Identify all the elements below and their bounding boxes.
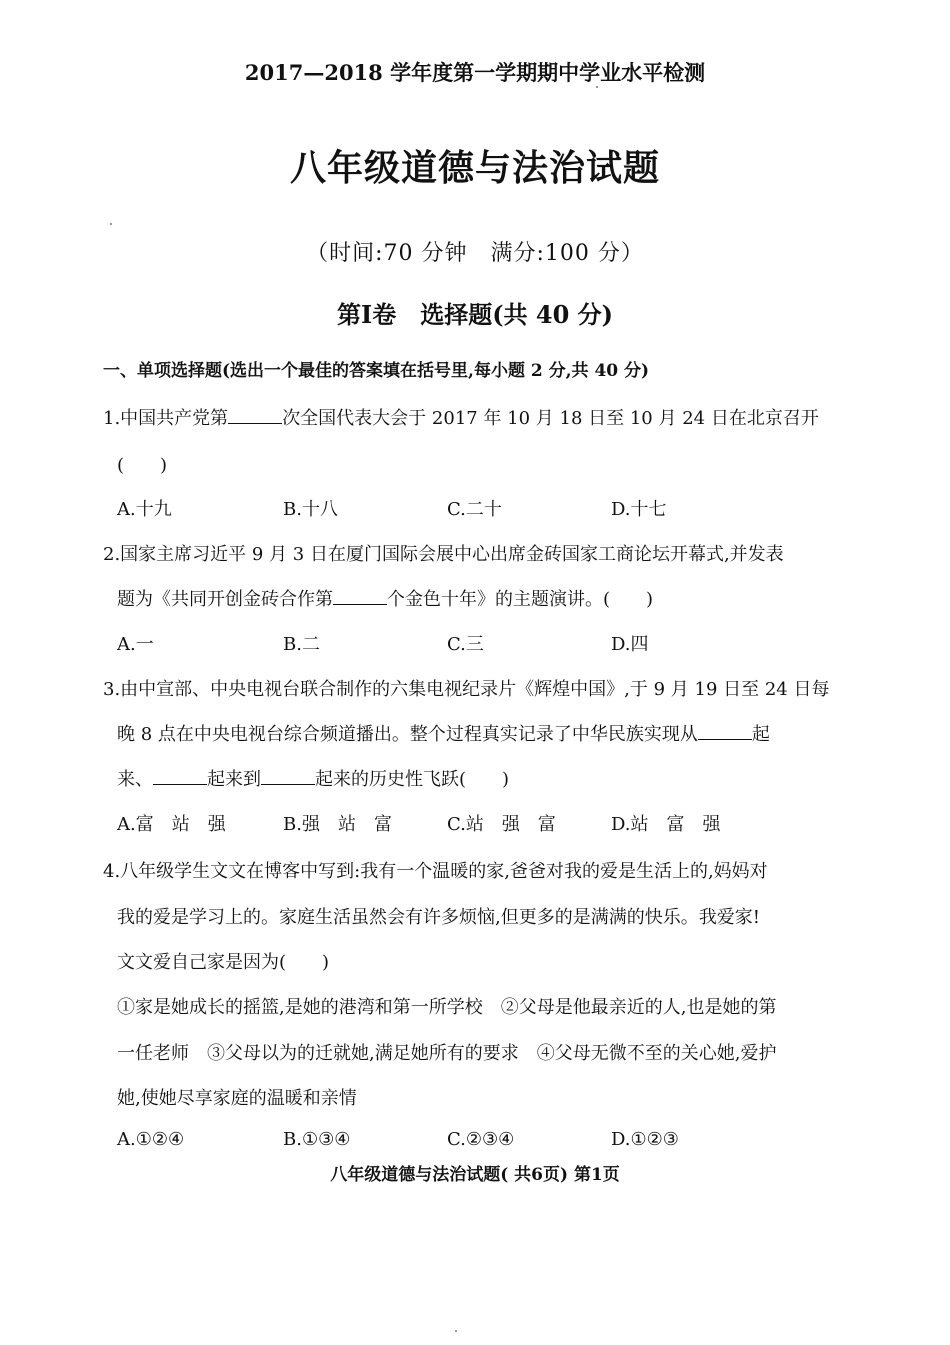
question-2-option-d: D.四	[611, 634, 649, 655]
question-3-option-d: D.站 富 强	[611, 814, 721, 835]
question-3-option-c: C.站 强 富	[447, 814, 556, 835]
answer-blank	[261, 766, 315, 785]
question-2-line-1: 2.国家主席习近平 9 月 3 日在厦门国际会展中心出席金砖国家工商论坛开幕式,并发表	[103, 544, 784, 565]
question-3-text-e: 起来的历史性飞跃( )	[315, 769, 510, 790]
page-footer: 八年级道德与法治试题( 共6页) 第1页	[330, 1165, 620, 1185]
question-4-line-6: 她,使她尽享家庭的温暖和亲情	[117, 1088, 357, 1109]
question-3-line-3	[117, 765, 509, 791]
section-title: 第Ⅰ卷 选择题(共 40 分)	[336, 300, 614, 329]
exam-subtitle: （时间:70 分钟 满分:100 分）	[306, 241, 644, 266]
question-1-line-1	[103, 404, 819, 430]
question-3-text-a: 晚 8 点在中央电视台综合频道播出。整个过程真实记录了中华民族实现从	[117, 724, 698, 745]
scan-speck	[110, 223, 112, 225]
question-4-option-d: D.①②③	[611, 1129, 679, 1150]
answer-blank	[153, 766, 207, 785]
question-4-line-3: 文文爱自己家是因为( )	[117, 952, 330, 973]
question-4-line-1: 4.八年级学生文文在博客中写到:我有一个温暖的家,爸爸对我的爱是生活上的,妈妈对	[103, 861, 768, 882]
exam-title: 八年级道德与法治试题	[289, 148, 660, 189]
question-1-text-b: 次全国代表大会于 2017 年 10 月 18 日至 10 月 24 日在北京召开	[282, 408, 819, 429]
question-4-line-2: 我的爱是学习上的。家庭生活虽然会有许多烦恼,但更多的是满满的快乐。我爱家!	[117, 907, 760, 928]
question-4-line-5: 一任老师 ③父母以为的迁就她,满足她所有的要求 ④父母无微不至的关心她,爱护	[117, 1043, 777, 1064]
question-2-text-a: 题为《共同开创金砖合作第	[117, 589, 333, 610]
question-4-option-a: A.①②④	[117, 1129, 185, 1150]
question-3-line-1: 3.由中宣部、中央电视台联合制作的六集电视纪录片《辉煌中国》,于 9 月 19 日至 24 日每	[103, 679, 830, 700]
question-2-line-2	[117, 585, 653, 611]
scan-speck	[596, 86, 598, 88]
question-1-text-a: 1.中国共产党第	[103, 408, 229, 429]
question-3-line-2	[117, 720, 770, 746]
question-4-line-4: ①家是她成长的摇篮,是她的港湾和第一所学校 ②父母是他最亲近的人,也是她的第	[117, 997, 777, 1018]
question-2-text-b: 个金色十年》的主题演讲。( )	[387, 589, 654, 610]
question-4-option-c: C.②③④	[447, 1129, 515, 1150]
answer-blank	[698, 721, 752, 740]
question-1-option-d: D.十七	[611, 499, 667, 520]
question-3-text-b: 起	[751, 724, 770, 745]
question-1-line-2: ( )	[117, 455, 168, 476]
question-1-option-b: B.十八	[283, 499, 338, 520]
question-2-option-a: A.一	[117, 634, 154, 655]
question-2-option-c: C.三	[447, 634, 484, 655]
question-1-option-a: A.十九	[117, 499, 172, 520]
part-title: 一、单项选择题(选出一个最佳的答案填在括号里,每小题 2 分,共 40 分)	[103, 361, 650, 381]
question-2-option-b: B.二	[283, 634, 320, 655]
question-1-option-c: C.二十	[447, 499, 502, 520]
answer-blank	[228, 405, 282, 424]
answer-blank	[333, 586, 387, 605]
exam-header: 2017—2018 学年度第一学期期中学业水平检测	[244, 60, 706, 85]
question-3-text-d: 起来到	[207, 769, 261, 790]
question-3-option-b: B.强 站 富	[283, 814, 392, 835]
question-3-text-c: 来、	[117, 769, 153, 790]
question-3-option-a: A.富 站 强	[117, 814, 226, 835]
question-4-option-b: B.①③④	[283, 1129, 351, 1150]
scan-speck	[455, 1330, 457, 1332]
